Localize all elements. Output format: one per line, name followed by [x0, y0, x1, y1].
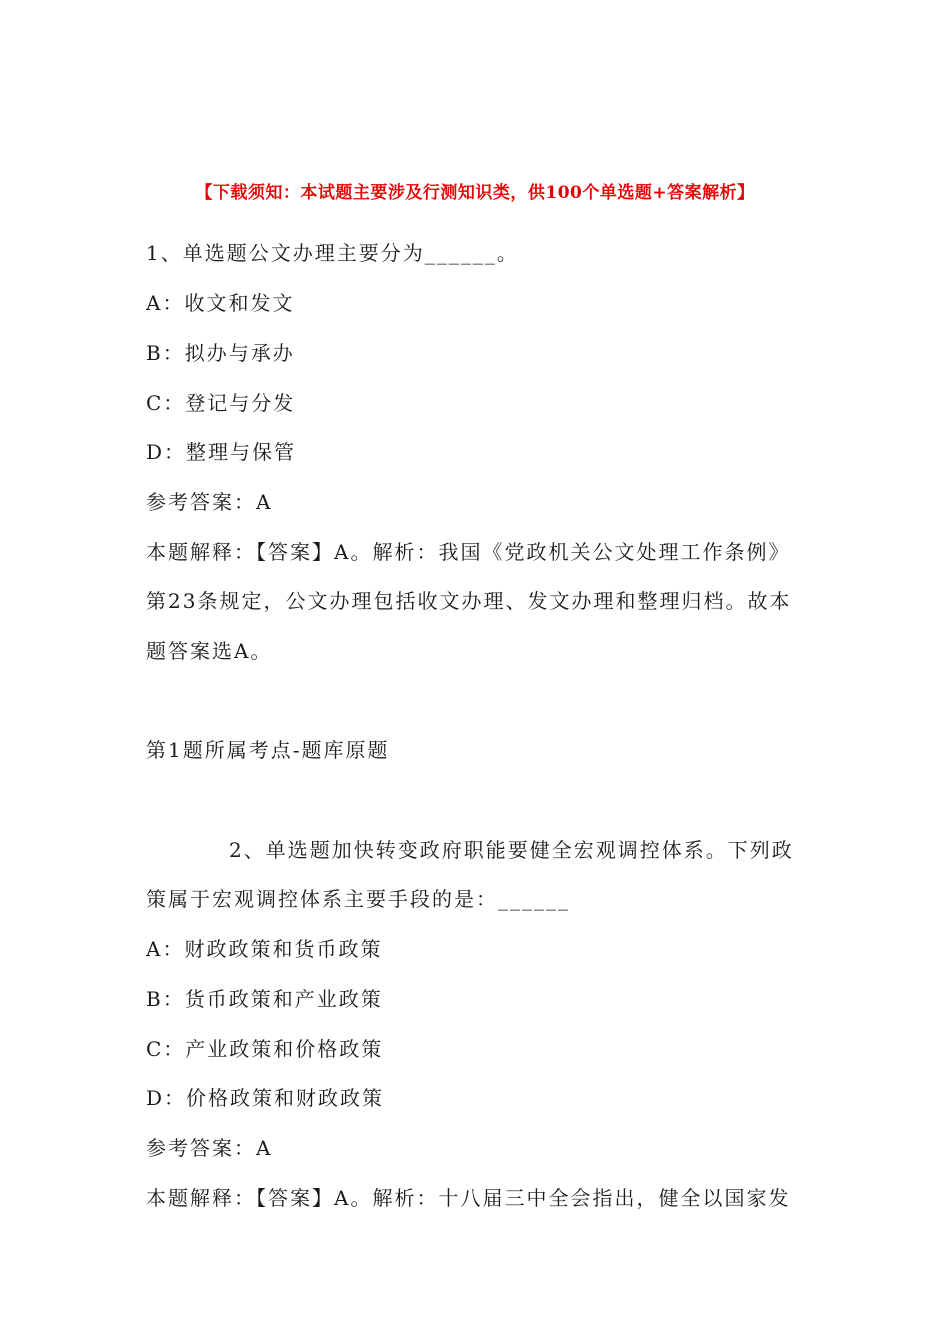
q1-option-a: A：收文和发文: [146, 291, 295, 315]
q2-answer: 参考答案：A: [146, 1136, 273, 1160]
q2-stem-line-1: 2、单选题加快转变政府职能要健全宏观调控体系。下列政: [229, 838, 794, 862]
q1-explanation-line-1: 本题解释：【答案】A。解析：我国《党政机关公文处理工作条例》: [146, 540, 791, 564]
q1-explanation-line-2: 第23条规定，公文办理包括收文办理、发文办理和整理归档。故本: [146, 589, 792, 613]
q1-topic: 第1题所属考点-题库原题: [146, 738, 390, 762]
q1-option-c: C：登记与分发: [146, 391, 296, 415]
q2-option-c: C：产业政策和价格政策: [146, 1037, 384, 1061]
q1-option-b: B：拟办与承办: [146, 341, 295, 365]
q1-option-d: D：整理与保管: [146, 440, 297, 464]
q2-option-d: D：价格政策和财政政策: [146, 1086, 385, 1110]
q2-stem-line-2: 策属于宏观调控体系主要手段的是：______: [146, 887, 570, 911]
q1-answer: 参考答案：A: [146, 490, 273, 514]
q1-stem: 1、单选题公文办理主要分为______。: [146, 241, 519, 265]
q2-option-b: B：货币政策和产业政策: [146, 987, 383, 1011]
q2-option-a: A：财政政策和货币政策: [146, 937, 383, 961]
download-notice: 【下载须知：本试题主要涉及行测知识类，供100个单选题+答案解析】: [195, 183, 755, 203]
q2-explanation-line-1: 本题解释：【答案】A。解析：十八届三中全会指出，健全以国家发: [146, 1186, 791, 1210]
q1-explanation-line-3: 题答案选A。: [146, 639, 273, 663]
